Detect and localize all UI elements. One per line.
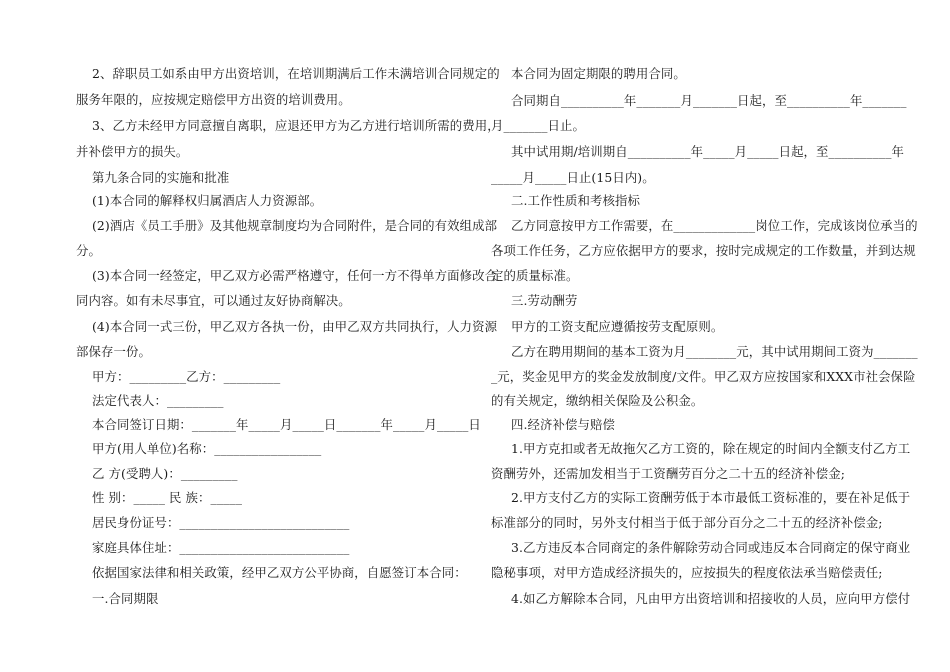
section-heading: 一.合同期限 bbox=[92, 591, 159, 606]
text-line: 月_______日止。 bbox=[491, 118, 586, 133]
gender-ethnicity-line: 性 别：_____ 民 族：_____ bbox=[92, 490, 243, 505]
section-heading: 第九条合同的实施和批准 bbox=[92, 170, 230, 185]
contract-period-line: 合同期自__________年_______月_______日起，至__________年_______ bbox=[511, 93, 907, 108]
text-line: 定的质量标准。 bbox=[491, 268, 579, 283]
text-line: 3、乙方未经甲方同意擅自离职，应退还甲方为乙方进行培训所需的费用， bbox=[92, 118, 500, 133]
text-line: 服务年限的，应按规定赔偿甲方出资的培训费用。 bbox=[76, 92, 351, 107]
text-line: 依据国家法律和相关政策，经甲乙双方公平协商，自愿签订本合同： bbox=[92, 565, 467, 580]
legal-representative-line: 法定代表人：_________ bbox=[92, 393, 224, 408]
section-heading: 三.劳动酬劳 bbox=[511, 293, 578, 308]
text-line: (2)酒店《员工手册》及其他规章制度均为合同附件，是合同的有效组成部 bbox=[92, 218, 498, 233]
employer-name-line: 甲方(用人单位)名称：_________________ bbox=[92, 441, 322, 456]
text-line: _元，奖金见甲方的奖金发放制度/文件。甲乙双方应按国家和XXX市社会保险 bbox=[491, 369, 916, 384]
salary-line: 乙方在聘用期间的基本工资为月________元，其中试用期间工资为_______ bbox=[511, 344, 918, 359]
text-line: 乙方同意按甲方工作需要，在_____________岗位工作，完成该岗位承当的 bbox=[511, 218, 918, 233]
signature-party-line: 甲方：_________乙方：_________ bbox=[92, 369, 281, 384]
text-line: 2、辞职员工如系由甲方出资培训，在培训期满后工作未满培训合同规定的 bbox=[92, 66, 500, 81]
text-line: _____月_____日止(15日内)。 bbox=[491, 170, 655, 185]
text-line: 部保存一份。 bbox=[76, 344, 151, 359]
text-line: 1.甲方克扣或者无故拖欠乙方工资的，除在规定的时间内全额支付乙方工 bbox=[511, 441, 911, 456]
text-line: 资酬劳外，还需加发相当于工资酬劳百分之二十五的经济补偿金; bbox=[491, 466, 846, 481]
section-heading: 四.经济补偿与赔偿 bbox=[511, 417, 615, 432]
section-heading: 二.工作性质和考核指标 bbox=[511, 193, 640, 208]
text-line: 各项工作任务，乙方应依据甲方的要求，按时完成规定的工作数量，并到达规 bbox=[491, 243, 916, 258]
text-line: 并补偿甲方的损失。 bbox=[76, 144, 189, 159]
text-line: (3)本合同一经签定，甲乙双方必需严格遵守，任何一方不得单方面修改合 bbox=[92, 268, 498, 283]
text-line: 4.如乙方解除本合同，凡由甲方出资培训和招接收的人员，应向甲方偿付 bbox=[511, 591, 911, 606]
text-line: 2.甲方支付乙方的实际工资酬劳低于本市最低工资标准的，要在补足低于 bbox=[511, 490, 911, 505]
employee-line: 乙 方(受聘人)：_________ bbox=[92, 466, 238, 481]
text-line: (4)本合同一式三份，甲乙双方各执一份，由甲乙双方共同执行，人力资源 bbox=[92, 319, 498, 334]
text-line: (1)本合同的解释权归属酒店人力资源部。 bbox=[92, 193, 323, 208]
text-line: 分。 bbox=[76, 243, 101, 258]
text-line: 的有关规定，缴纳相关保险及公积金。 bbox=[491, 393, 704, 408]
text-line: 标准部分的同时，另外支付相当于低于部分百分之二十五的经济补偿金; bbox=[491, 515, 883, 530]
probation-period-line: 其中试用期/培训期自__________年_____月_____日起，至__________年 bbox=[511, 144, 904, 159]
text-line: 3.乙方违反本合同商定的条件解除劳动合同或违反本合同商定的保守商业 bbox=[511, 540, 911, 555]
text-line: 甲方的工资支配应遵循按劳支配原则。 bbox=[511, 319, 724, 334]
address-line: 家庭具体住址：___________________________ bbox=[92, 540, 350, 555]
signing-date-line: 本合同签订日期：_______年_____月_____日_______年_____月_____日 bbox=[92, 417, 481, 432]
text-line: 同内容。如有未尽事宜，可以通过友好协商解决。 bbox=[76, 293, 351, 308]
text-line: 隐秘事项，对甲方造成经济损失的，应按损失的程度依法承当赔偿责任; bbox=[491, 565, 883, 580]
text-line: 本合同为固定期限的聘用合同。 bbox=[511, 66, 686, 81]
id-number-line: 居民身份证号：___________________________ bbox=[92, 515, 350, 530]
